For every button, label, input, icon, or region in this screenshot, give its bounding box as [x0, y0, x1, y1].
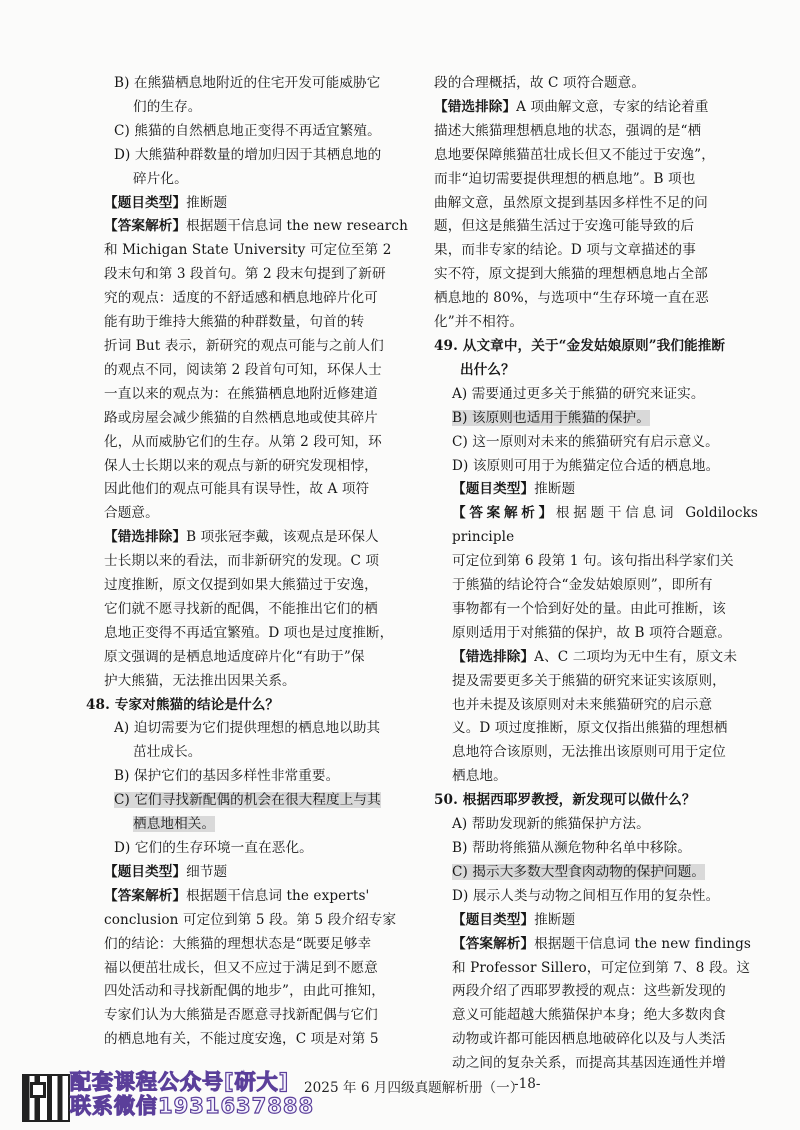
line-text: conclusion 可定位到第 5 段。第 5 段介绍专家	[104, 911, 397, 928]
text-line	[434, 407, 758, 431]
text-line	[86, 192, 412, 216]
section-tag: 【题目类型】	[452, 911, 535, 928]
line-text: 息地正变得不再适宜繁殖。D 项也是过度推断，	[104, 624, 394, 641]
line-text: D) 该原则可用于为熊猫定位合适的栖息地。	[452, 457, 720, 474]
text-line	[86, 789, 412, 813]
text-line	[86, 622, 412, 646]
line-text: 士长期以来的看法，而非新研究的发现。C 项	[104, 553, 380, 570]
text-line	[86, 765, 412, 789]
text-line	[86, 861, 412, 885]
text-line	[434, 311, 758, 335]
text-line	[434, 263, 758, 287]
text-line	[86, 741, 412, 765]
text-line	[86, 359, 412, 383]
text-line	[434, 1028, 758, 1052]
line-text: 根据题干信息词 the new findings	[534, 935, 752, 952]
text-line	[434, 168, 758, 192]
line-text: A) 帮助发现新的熊猫保护方法。	[452, 816, 650, 833]
line-text: 根据题干信息词 Goldilocks principle	[452, 505, 758, 546]
line-text: 和 Michigan State University 可定位至第 2	[104, 242, 392, 259]
text-line	[434, 670, 758, 694]
section-tag: 【题目类型】	[104, 194, 187, 211]
line-text: 四处活动和寻找新配偶的地步”，由此可推知，	[104, 983, 385, 1000]
line-text: D) 大熊猫种群数量的增加归因于其栖息地的	[114, 146, 382, 163]
section-tag: 【错选排除】	[452, 648, 535, 665]
text-line	[86, 670, 412, 694]
text-line	[86, 407, 412, 431]
text-line	[86, 311, 412, 335]
text-line	[86, 957, 412, 981]
line-text: 栖息地。	[452, 768, 507, 785]
line-text: 一直以来的观点为：在熊猫栖息地附近修建道	[104, 385, 378, 402]
section-tag: 【题目类型】	[104, 863, 187, 880]
line-text: D) 它们的生存环境一直在恶化。	[114, 840, 313, 856]
line-text: 折词 But 表示，新研究的观点可能与之前人们	[104, 337, 384, 354]
text-line	[434, 909, 758, 933]
text-line	[434, 120, 758, 144]
running-head: 2025 年 6 月四级真题解析册（一）	[304, 1080, 524, 1096]
line-text: 也并未提及该原则对未来熊猫研究的启示意	[452, 696, 713, 713]
text-line	[86, 335, 412, 359]
line-text: 息地要保障熊猫茁壮成长但又不能过于安逸”，	[434, 146, 715, 163]
text-line	[434, 431, 758, 455]
line-text: 专家们认为大熊猫是否愿意寻找新配偶与它们	[104, 1007, 378, 1024]
line-text: 护大熊猫，无法推出因果关系。	[104, 672, 296, 689]
line-text: 推断题	[534, 481, 576, 498]
question-line	[434, 359, 758, 383]
line-text: B) 帮助将熊猫从濒危物种名单中移除。	[452, 840, 692, 856]
line-text: 和 Professor Sillero，可定位到第 7、8 段。这	[452, 959, 751, 976]
text-line	[434, 765, 758, 789]
text-line	[86, 598, 412, 622]
line-text: 原文强调的是栖息地适度碎片化“有助于”保	[104, 648, 365, 665]
text-line	[86, 909, 412, 933]
line-text: B) 在熊猫栖息地附近的住宅开发可能威胁它	[114, 75, 381, 91]
line-text: 曲解文意，虽然原文提到基因多样性不足的问	[434, 194, 708, 211]
text-line	[434, 813, 758, 837]
line-text: 意义可能超越大熊猫保护本身；绝大多数肉食	[452, 1007, 726, 1024]
line-text: 因此他们的观点可能具有误导性，故 A 项符	[104, 481, 370, 498]
text-line	[434, 383, 758, 407]
left-column	[86, 72, 412, 1052]
text-line	[434, 215, 758, 239]
promo-line-2: 联系微信1931637888	[70, 1094, 315, 1118]
text-line	[86, 72, 412, 96]
line-text: 义。D 项过度推断，原文仅指出熊猫的理想栖	[452, 720, 728, 737]
line-text: A、C 二项均为无中生有，原文未	[534, 648, 738, 665]
line-text: 保人士长期以来的观点与新的研究发现相悖，	[104, 457, 378, 474]
line-text: 的观点不同，阅读第 2 段首句可知，环保人士	[104, 361, 382, 378]
text-line	[434, 622, 758, 646]
section-tag: 【错选排除】	[104, 529, 187, 546]
line-text: 福以便茁壮成长，但又不应过于满足到不愿意	[104, 959, 378, 976]
line-text: B 项张冠李戴，该观点是环保人	[186, 529, 379, 546]
text-line	[86, 120, 412, 144]
text-line	[434, 287, 758, 311]
line-text: 果，而非专家的结论。D 项与文章描述的事	[434, 242, 696, 259]
text-line	[434, 957, 758, 981]
text-line	[86, 239, 412, 263]
page-footer	[0, 1066, 800, 1130]
text-line	[86, 1028, 412, 1052]
text-line	[86, 455, 412, 479]
line-text: 动物或许都可能因栖息地破碎化以及与人类活	[452, 1031, 726, 1048]
text-line	[86, 717, 412, 741]
text-line	[434, 550, 758, 574]
text-line	[86, 646, 412, 670]
text-line	[86, 550, 412, 574]
text-line	[434, 72, 758, 96]
right-column	[434, 72, 758, 1076]
text-line	[86, 287, 412, 311]
text-line	[434, 741, 758, 765]
question-line	[434, 335, 758, 359]
section-tag: 【答案解析】	[104, 887, 187, 904]
text-line	[86, 144, 412, 168]
section-tag: 【答案解析】	[452, 505, 556, 522]
text-line	[434, 717, 758, 741]
line-text: 过度推断，原文仅提到如果大熊猫过于安逸，	[104, 577, 378, 594]
line-text: 段的合理概括，故 C 项符合题意。	[434, 75, 646, 91]
page-number: -18-	[514, 1076, 541, 1092]
section-tag: 【答案解析】	[452, 935, 535, 952]
line-text: 究的观点：适度的不舒适感和栖息地碎片化可	[104, 290, 378, 307]
line-text: B) 保护它们的基因多样性非常重要。	[114, 768, 340, 785]
line-text: 根据题干信息词 the new research	[186, 218, 408, 235]
line-text: 两段介绍了西耶罗教授的观点：这些新发现的	[452, 983, 726, 1000]
line-text: 50. 根据西耶罗教授，新发现可以做什么？	[434, 792, 696, 809]
text-line	[86, 263, 412, 287]
text-line	[86, 837, 412, 861]
line-text: 49. 从文章中，关于“金发姑娘原则”我们能推断	[434, 337, 726, 354]
text-line	[434, 574, 758, 598]
line-text: 化”并不相符。	[434, 314, 524, 331]
promo-watermark	[70, 1070, 314, 1118]
line-text: 路或房屋会减少熊猫的自然栖息地或使其碎片	[104, 409, 378, 426]
text-line	[86, 96, 412, 120]
text-line	[434, 455, 758, 479]
line-text: A) 需要通过更多关于熊猫的研究来证实。	[452, 385, 705, 402]
highlighted-answer: C) 揭示大多数大型食肉动物的保护问题。	[452, 863, 706, 880]
line-text: 描述大熊猫理想栖息地的状态，强调的是“栖	[434, 122, 702, 139]
text-line	[86, 980, 412, 1004]
section-tag: 【答案解析】	[104, 218, 187, 235]
text-line	[434, 861, 758, 885]
section-tag: 【题目类型】	[452, 481, 535, 498]
line-text: 推断题	[534, 911, 576, 928]
line-text: C) 熊猫的自然栖息地正变得不再适宜繁殖。	[114, 122, 381, 139]
text-line	[434, 502, 758, 550]
line-text: 题，但这是熊猫生活过于安逸可能导致的后	[434, 218, 695, 235]
text-line	[86, 813, 412, 837]
text-line	[434, 144, 758, 168]
question-line	[86, 694, 412, 718]
section-tag: 【错选排除】	[434, 98, 517, 115]
line-text: 可定位到第 6 段第 1 句。该句指出科学家们关	[452, 553, 734, 570]
line-text: 提及需要更多关于熊猫的研究来证实该原则，	[452, 672, 726, 689]
line-text: 根据题干信息词 the experts'	[186, 887, 370, 904]
line-text: 出什么？	[460, 361, 515, 378]
promo-line-1: 配套课程公众号[研大]	[70, 1070, 290, 1094]
text-line	[86, 526, 412, 550]
line-text: 化，从而威胁它们的生存。从第 2 段可知，环	[104, 433, 382, 450]
text-line	[86, 502, 412, 526]
qr-code-icon	[22, 1074, 70, 1122]
text-line	[86, 168, 412, 192]
line-text: 栖息地的 80%，与选项中“生存环境一直在恶	[434, 290, 709, 307]
line-text: 事物都有一个恰到好处的量。由此可推断，该	[452, 600, 726, 617]
text-line	[434, 1004, 758, 1028]
text-line	[434, 646, 758, 670]
line-text: 于熊猫的结论符合“金发姑娘原则”，即所有	[452, 577, 713, 594]
line-text: 们的结论：大熊猫的理想状态是“既要足够幸	[104, 935, 372, 952]
text-line	[434, 885, 758, 909]
text-line	[434, 837, 758, 861]
text-line	[434, 96, 758, 120]
line-text: 的栖息地有关，不能过度安逸，C 项是对第 5	[104, 1031, 379, 1048]
highlighted-answer: 栖息地相关。	[133, 816, 216, 833]
text-line	[86, 574, 412, 598]
line-text: 合题意。	[104, 505, 159, 522]
text-line	[86, 383, 412, 407]
line-text: 们的生存。	[133, 98, 202, 115]
line-text: 它们就不愿寻找新的配偶，不能推出它们的栖	[104, 600, 378, 617]
line-text: 而非“迫切需要提供理想的栖息地”。B 项也	[434, 170, 696, 187]
text-line	[434, 694, 758, 718]
line-text: 推断题	[186, 194, 228, 211]
text-line	[434, 598, 758, 622]
line-text: C) 这一原则对未来的熊猫研究有启示意义。	[452, 433, 719, 450]
text-line	[86, 215, 412, 239]
text-line	[86, 431, 412, 455]
line-text: A) 迫切需要为它们提供理想的栖息地以助其	[114, 720, 381, 737]
line-text: 碎片化。	[133, 170, 188, 187]
line-text: 细节题	[186, 863, 228, 880]
text-line	[434, 239, 758, 263]
text-line	[434, 478, 758, 502]
line-text: 息地符合该原则，无法推出该原则可用于定位	[452, 744, 726, 761]
line-text: 48. 专家对熊猫的结论是什么？	[86, 696, 280, 713]
line-text: 段末句和第 3 段首句。第 2 段末句提到了新研	[104, 266, 386, 283]
highlighted-answer: C) 它们寻找新配偶的机会在很大程度上与其	[114, 792, 381, 809]
line-text: 茁壮成长。	[133, 744, 202, 761]
line-text: A 项曲解文意，专家的结论着重	[516, 98, 709, 115]
line-text: 原则适用于对熊猫的保护，故 B 项符合题意。	[452, 624, 732, 641]
question-line	[434, 789, 758, 813]
text-line	[86, 478, 412, 502]
text-line	[434, 933, 758, 957]
line-text: 能有助于维持大熊猫的种群数量，句首的转	[104, 314, 365, 331]
highlighted-answer: B) 该原则也适用于熊猫的保护。	[452, 409, 650, 426]
line-text: 动之间的复杂关系，而提高其基因连通性并增	[452, 1055, 726, 1072]
text-line	[86, 933, 412, 957]
text-line	[434, 192, 758, 216]
text-line	[86, 885, 412, 909]
text-line	[86, 1004, 412, 1028]
line-text: D) 展示人类与动物之间相互作用的复杂性。	[452, 887, 720, 904]
line-text: 实不符，原文提到大熊猫的理想栖息地占全部	[434, 266, 708, 283]
text-line	[434, 980, 758, 1004]
